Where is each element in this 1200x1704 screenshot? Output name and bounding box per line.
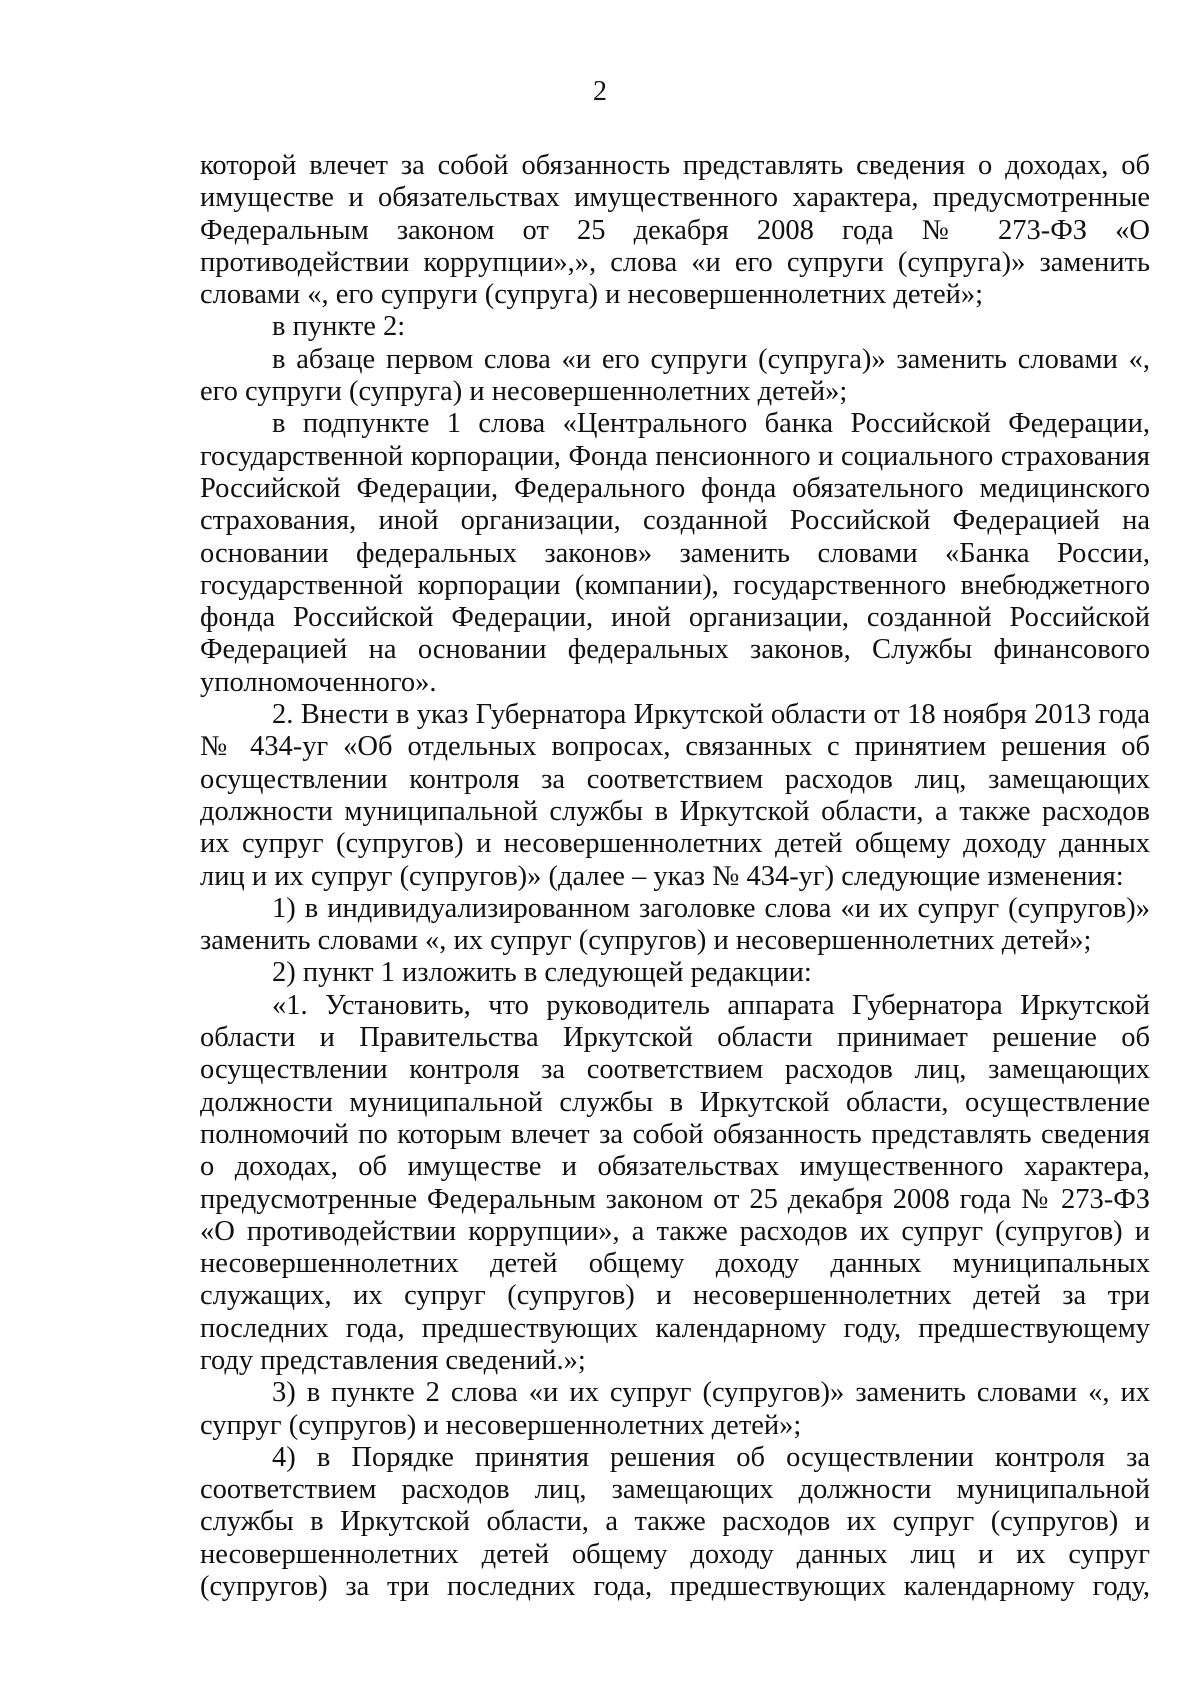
document-body [200,150,1150,1603]
paragraph-point-2-heading: в пункте 2: [272,311,406,343]
paragraph-change-1: 1) в индивидуализированном заголовке слова «и их супруг (супругов)» заменить словами «, их супруг (супругов) и несовершеннолетних детей»; [200,892,1150,957]
page-number: 2 [593,76,607,107]
paragraph-continuation: которой влечет за собой обязанность представлять сведения о доходах, об имуществе и обязательствах имущественного характера, предусмотренные Федеральным законом от 25 декабря 2008 года № 273-ФЗ «О противодействии коррупции»,», слова «и его супруги (супруга)» заменить словами «, его супруги (супруга) и несовершеннолетних детей»; [200,150,1150,311]
paragraph-change-4: 4) в Порядке принятия решения об осуществлении контроля за соответствием расходов лиц, замещающих должности муниципальной службы в Иркутской области, а также расходов их супруг (супругов) и несовершеннолетних детей общему доходу данных лиц и их супруг (супругов) за три последних года, предшествующих календарному году, [200,1441,1150,1603]
paragraph-new-point-1: «1. Установить, что руководитель аппарата Губернатора Иркутской области и Правительства Иркутской области принимает решение об осуществлении контроля за соответствием расходов лиц, замещающих должности муниципальной службы в Иркутской области, осуществление полномочий по которым влечет за собой обязанность представлять сведения о доходах, об имуществе и обязательствах имущественного характера, предусмотренные Федеральным законом от 25 декабря 2008 года № 273-ФЗ «О противодействии коррупции», а также расходов их супруг (супругов) и несовершеннолетних детей общему доходу данных муниципальных служащих, их супруг (супругов) и несовершеннолетних детей за три последних года, предшествующих календарному году, предшествующему году представления сведений.»; [200,989,1150,1376]
paragraph-item-2: 2. Внести в указ Губернатора Иркутской области от 18 ноября 2013 года № 434-уг «Об отдельных вопросах, связанных с принятием решения об осуществлении контроля за соответствием расходов лиц, замещающих должности муниципальной службы в Иркутской области, а также расходов их супруг (супругов) и несовершеннолетних детей общему доходу данных лиц и их супруг (супругов)» (далее – указ № 434-уг) следующие изменения: [200,699,1150,892]
paragraph-subpoint-1: в подпункте 1 слова «Центрального банка Российской Федерации, государственной корпорации, Фонда пенсионного и социального страхования Российской Федерации, Федерального фонда обязательного медицинского страхования, иной организации, созданной Российской Федерацией на основании федеральных законов» заменить словами «Банка России, государственной корпорации (компании), государственного внебюджетного фонда Российской Федерации, иной организации, созданной Российской Федерацией на основании федеральных законов, Службы финансового уполномоченного». [200,408,1150,698]
paragraph-first-abzac: в абзаце первом слова «и его супруги (супруга)» заменить словами «, его супруги (супруга) и несовершеннолетних детей»; [200,343,1150,408]
paragraph-change-2: 2) пункт 1 изложить в следующей редакции: [272,957,812,989]
paragraph-change-3: 3) в пункте 2 слова «и их супруг (супругов)» заменить словами «, их супруг (супругов) и несовершеннолетних детей»; [200,1377,1150,1441]
